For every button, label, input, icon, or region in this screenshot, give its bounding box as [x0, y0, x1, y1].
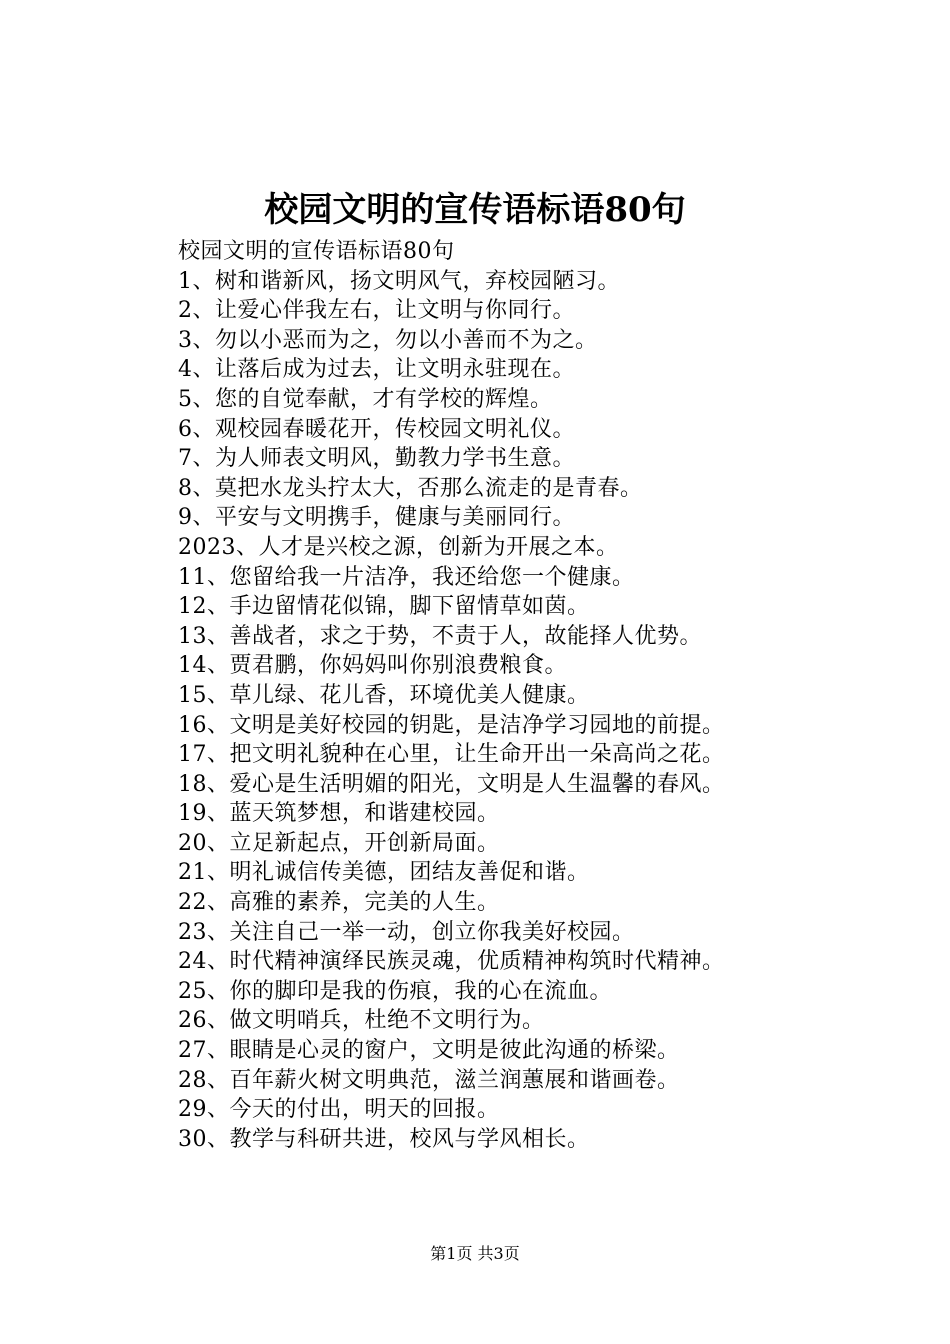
slogan-line: 26、做文明哨兵，杜绝不文明行为。 [178, 1008, 545, 1034]
slogan-line: 18、爱心是生活明媚的阳光，文明是人生温馨的春风。 [178, 771, 725, 797]
slogan-line: 16、文明是美好校园的钥匙，是洁净学习园地的前提。 [178, 712, 725, 738]
slogan-line: 12、手边留情花似锦，脚下留情草如茵。 [178, 594, 590, 620]
slogan-line: 24、时代精神演绎民族灵魂，优质精神构筑时代精神。 [178, 949, 725, 975]
document-subtitle: 校园文明的宣传语标语80句 [178, 239, 455, 264]
slogan-line: 28、百年薪火树文明典范，滋兰润蕙展和谐画卷。 [178, 1067, 680, 1093]
slogan-line: 29、今天的付出，明天的回报。 [178, 1097, 500, 1123]
slogan-line: 30、教学与科研共进，校风与学风相长。 [178, 1126, 590, 1152]
slogan-line: 6、观校园春暖花开，传校园文明礼仪。 [178, 416, 575, 442]
slogan-line: 15、草儿绿、花儿香，环境优美人健康。 [178, 682, 590, 708]
slogan-line: 2023、人才是兴校之源，创新为开展之本。 [178, 534, 619, 560]
slogan-line: 3、勿以小恶而为之，勿以小善而不为之。 [178, 327, 598, 353]
slogan-line: 17、把文明礼貌种在心里，让生命开出一朵高尚之花。 [178, 742, 725, 768]
slogan-line: 9、平安与文明携手，健康与美丽同行。 [178, 505, 575, 531]
slogan-line: 8、莫把水龙头拧太大，否那么流走的是青春。 [178, 475, 643, 501]
slogan-line: 11、您留给我一片洁净，我还给您一个健康。 [178, 564, 635, 590]
document-body [178, 237, 878, 1154]
slogan-line: 19、蓝天筑梦想，和谐建校园。 [178, 801, 500, 827]
slogan-line: 20、立足新起点，开创新局面。 [178, 830, 500, 856]
slogan-line: 21、明礼诚信传美德，团结友善促和谐。 [178, 860, 590, 886]
document-title: 校园文明的宣传语标语80句 [264, 190, 686, 230]
slogan-line: 25、你的脚印是我的伤痕，我的心在流血。 [178, 978, 612, 1004]
slogan-line: 1、树和谐新风，扬文明风气，弃校园陋习。 [178, 268, 620, 294]
slogan-line: 4、让落后成为过去，让文明永驻现在。 [178, 357, 575, 383]
page-footer: 第1页 共3页 [430, 1244, 520, 1263]
slogan-line: 14、贾君鹏，你妈妈叫你别浪费粮食。 [178, 653, 567, 679]
slogan-line: 5、您的自觉奉献，才有学校的辉煌。 [178, 386, 553, 412]
slogan-line: 7、为人师表文明风，勤教力学书生意。 [178, 446, 575, 472]
slogan-line: 23、关注自己一举一动，创立你我美好校园。 [178, 919, 635, 945]
slogan-line: 22、高雅的素养，完美的人生。 [178, 890, 500, 916]
slogan-line: 13、善战者，求之于势，不责于人，故能择人优势。 [178, 623, 702, 649]
slogan-line: 2、让爱心伴我左右，让文明与你同行。 [178, 298, 575, 324]
slogan-line: 27、眼睛是心灵的窗户，文明是彼此沟通的桥梁。 [178, 1038, 680, 1064]
